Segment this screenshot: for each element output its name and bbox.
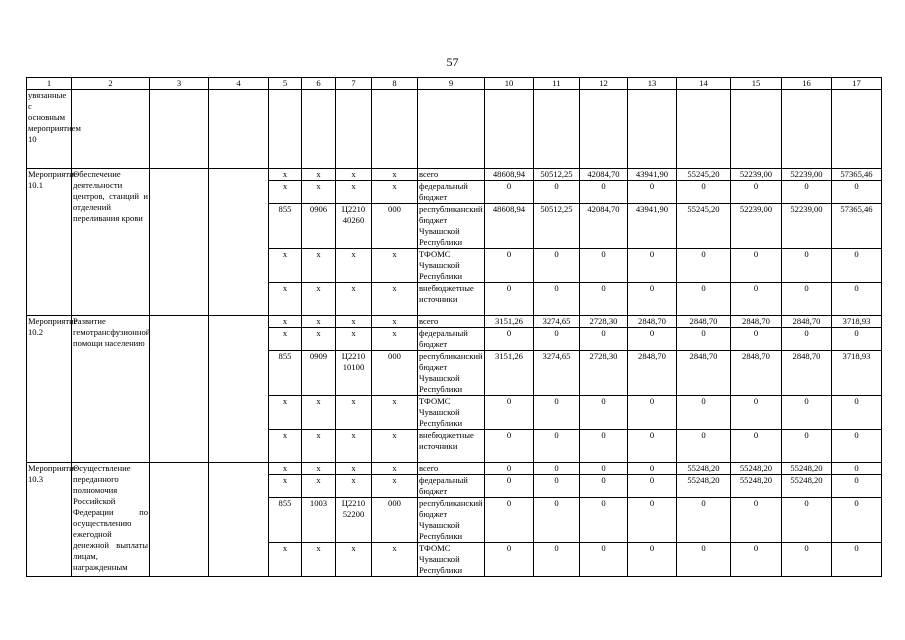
year-value: 0 bbox=[534, 463, 580, 475]
section-code: x bbox=[302, 249, 336, 283]
year-value: 55245,20 bbox=[677, 204, 731, 249]
grbs-code: x bbox=[269, 181, 302, 204]
year-value: 0 bbox=[832, 475, 882, 498]
empty-cell bbox=[209, 463, 269, 577]
empty-cell bbox=[150, 316, 209, 463]
year-value: 2848,70 bbox=[677, 351, 731, 396]
expense-type-code: x bbox=[372, 430, 418, 463]
section-code: x bbox=[302, 283, 336, 316]
expense-type-code: x bbox=[372, 543, 418, 577]
year-value: 43941,90 bbox=[628, 204, 677, 249]
year-value: 48608,94 bbox=[485, 169, 534, 181]
year-value: 0 bbox=[782, 283, 832, 316]
funding-source: всего bbox=[418, 169, 485, 181]
expense-type-code: 000 bbox=[372, 204, 418, 249]
target-article-code: x bbox=[336, 181, 372, 204]
year-value: 0 bbox=[782, 430, 832, 463]
expense-type-code: x bbox=[372, 463, 418, 475]
year-value: 42084,70 bbox=[580, 204, 628, 249]
empty-cell bbox=[782, 90, 832, 169]
year-value: 50512,25 bbox=[534, 204, 580, 249]
empty-cell bbox=[677, 90, 731, 169]
column-number-7: 7 bbox=[336, 78, 372, 90]
empty-cell bbox=[731, 90, 782, 169]
target-article-code: Ц2210 40260 bbox=[336, 204, 372, 249]
year-value: 2848,70 bbox=[731, 316, 782, 328]
expense-type-code: x bbox=[372, 475, 418, 498]
year-value: 0 bbox=[782, 249, 832, 283]
year-value: 55245,20 bbox=[677, 169, 731, 181]
column-number-16: 16 bbox=[782, 78, 832, 90]
target-article-code: x bbox=[336, 430, 372, 463]
year-value: 55248,20 bbox=[731, 475, 782, 498]
year-value: 3274,65 bbox=[534, 316, 580, 328]
year-value: 0 bbox=[628, 249, 677, 283]
year-value: 2848,70 bbox=[782, 316, 832, 328]
year-value: 0 bbox=[628, 498, 677, 543]
grbs-code: x bbox=[269, 543, 302, 577]
column-number-14: 14 bbox=[677, 78, 731, 90]
target-article-code: Ц2210 10100 bbox=[336, 351, 372, 396]
year-value: 0 bbox=[832, 249, 882, 283]
empty-cell bbox=[209, 169, 269, 316]
year-value: 0 bbox=[580, 396, 628, 430]
column-number-11: 11 bbox=[534, 78, 580, 90]
column-number-10: 10 bbox=[485, 78, 534, 90]
year-value: 57365,46 bbox=[832, 169, 882, 181]
continuation-row bbox=[27, 90, 882, 169]
year-value: 0 bbox=[628, 283, 677, 316]
year-value: 0 bbox=[677, 249, 731, 283]
header-row bbox=[27, 78, 882, 90]
empty-cell bbox=[832, 90, 882, 169]
empty-cell bbox=[336, 90, 372, 169]
measure-name: Обеспечение деятельности центров, станций и отделений переливания крови bbox=[72, 169, 150, 316]
year-value: 57365,46 bbox=[832, 204, 882, 249]
year-value: 50512,25 bbox=[534, 169, 580, 181]
section-code: 1003 bbox=[302, 498, 336, 543]
year-value: 52239,00 bbox=[782, 169, 832, 181]
year-value: 2728,30 bbox=[580, 316, 628, 328]
year-value: 0 bbox=[731, 430, 782, 463]
measure-label: Мероприятие 10.3 bbox=[27, 463, 72, 577]
table-row bbox=[27, 169, 882, 181]
empty-cell bbox=[150, 463, 209, 577]
empty-cell bbox=[209, 90, 269, 169]
year-value: 0 bbox=[485, 328, 534, 351]
target-article-code: x bbox=[336, 475, 372, 498]
section-code: x bbox=[302, 396, 336, 430]
grbs-code: x bbox=[269, 463, 302, 475]
expense-type-code: x bbox=[372, 316, 418, 328]
column-number-9: 9 bbox=[418, 78, 485, 90]
year-value: 52239,00 bbox=[731, 204, 782, 249]
year-value: 0 bbox=[534, 328, 580, 351]
year-value: 0 bbox=[832, 543, 882, 577]
target-article-code: x bbox=[336, 249, 372, 283]
year-value: 0 bbox=[731, 498, 782, 543]
column-number-5: 5 bbox=[269, 78, 302, 90]
budget-table bbox=[26, 77, 882, 577]
year-value: 3274,65 bbox=[534, 351, 580, 396]
year-value: 0 bbox=[628, 463, 677, 475]
column-number-15: 15 bbox=[731, 78, 782, 90]
section-code: x bbox=[302, 463, 336, 475]
target-article-code: Ц2210 52200 bbox=[336, 498, 372, 543]
year-value: 0 bbox=[485, 463, 534, 475]
empty-cell bbox=[580, 90, 628, 169]
measure-name: Развитие гемотрансфузионной помощи населению bbox=[72, 316, 150, 463]
year-value: 0 bbox=[782, 543, 832, 577]
section-code: 0906 bbox=[302, 204, 336, 249]
target-article-code: x bbox=[336, 169, 372, 181]
year-value: 0 bbox=[485, 396, 534, 430]
section-code: x bbox=[302, 181, 336, 204]
year-value: 0 bbox=[580, 328, 628, 351]
year-value: 55248,20 bbox=[782, 475, 832, 498]
funding-source: ТФОМС Чувашской Республики bbox=[418, 396, 485, 430]
funding-source: всего bbox=[418, 316, 485, 328]
year-value: 48608,94 bbox=[485, 204, 534, 249]
column-number-6: 6 bbox=[302, 78, 336, 90]
year-value: 0 bbox=[782, 328, 832, 351]
year-value: 55248,20 bbox=[677, 475, 731, 498]
empty-cell bbox=[72, 90, 150, 169]
year-value: 0 bbox=[580, 463, 628, 475]
year-value: 0 bbox=[782, 396, 832, 430]
empty-cell bbox=[628, 90, 677, 169]
year-value: 55248,20 bbox=[731, 463, 782, 475]
year-value: 0 bbox=[731, 181, 782, 204]
expense-type-code: x bbox=[372, 249, 418, 283]
empty-cell bbox=[150, 90, 209, 169]
funding-source: федеральный бюджет bbox=[418, 475, 485, 498]
expense-type-code: 000 bbox=[372, 351, 418, 396]
section-code: x bbox=[302, 316, 336, 328]
year-value: 2728,30 bbox=[580, 351, 628, 396]
year-value: 0 bbox=[677, 543, 731, 577]
year-value: 2848,70 bbox=[628, 316, 677, 328]
grbs-code: x bbox=[269, 169, 302, 181]
year-value: 55248,20 bbox=[782, 463, 832, 475]
year-value: 0 bbox=[534, 396, 580, 430]
year-value: 0 bbox=[485, 249, 534, 283]
column-number-12: 12 bbox=[580, 78, 628, 90]
year-value: 2848,70 bbox=[731, 351, 782, 396]
year-value: 0 bbox=[832, 181, 882, 204]
target-article-code: x bbox=[336, 316, 372, 328]
section-code: 0909 bbox=[302, 351, 336, 396]
year-value: 0 bbox=[832, 463, 882, 475]
year-value: 0 bbox=[485, 181, 534, 204]
grbs-code: x bbox=[269, 396, 302, 430]
column-number-2: 2 bbox=[72, 78, 150, 90]
empty-cell bbox=[418, 90, 485, 169]
grbs-code: x bbox=[269, 283, 302, 316]
year-value: 0 bbox=[580, 249, 628, 283]
expense-type-code: x bbox=[372, 169, 418, 181]
year-value: 0 bbox=[832, 396, 882, 430]
column-number-1: 1 bbox=[27, 78, 72, 90]
year-value: 0 bbox=[485, 430, 534, 463]
measure-label: Мероприятие 10.2 bbox=[27, 316, 72, 463]
year-value: 0 bbox=[534, 430, 580, 463]
year-value: 0 bbox=[628, 430, 677, 463]
funding-source: республиканский бюджет Чувашской Республики bbox=[419, 498, 483, 541]
target-article-code: x bbox=[336, 328, 372, 351]
grbs-code: 855 bbox=[269, 204, 302, 249]
column-number-13: 13 bbox=[628, 78, 677, 90]
year-value: 2848,70 bbox=[677, 316, 731, 328]
section-code: x bbox=[302, 543, 336, 577]
grbs-code: x bbox=[269, 328, 302, 351]
year-value: 0 bbox=[580, 430, 628, 463]
section-code: x bbox=[302, 169, 336, 181]
year-value: 0 bbox=[580, 283, 628, 316]
year-value: 0 bbox=[731, 328, 782, 351]
expense-type-code: 000 bbox=[372, 498, 418, 543]
year-value: 2848,70 bbox=[628, 351, 677, 396]
funding-source: республиканский бюджет Чувашской Республики bbox=[419, 351, 483, 394]
funding-source: ТФОМС Чувашской Республики bbox=[418, 543, 485, 577]
year-value: 0 bbox=[782, 181, 832, 204]
funding-source: федеральный бюджет bbox=[418, 328, 485, 351]
table-row bbox=[27, 463, 882, 475]
funding-source: внебюджетные источники bbox=[418, 430, 485, 463]
year-value: 0 bbox=[628, 328, 677, 351]
target-article-code: x bbox=[336, 283, 372, 316]
year-value: 0 bbox=[832, 328, 882, 351]
year-value: 0 bbox=[832, 498, 882, 543]
year-value: 0 bbox=[485, 498, 534, 543]
expense-type-code: x bbox=[372, 181, 418, 204]
table-row bbox=[27, 316, 882, 328]
year-value: 0 bbox=[628, 475, 677, 498]
year-value: 52239,00 bbox=[731, 169, 782, 181]
year-value: 0 bbox=[534, 283, 580, 316]
year-value: 3718,93 bbox=[832, 316, 882, 328]
year-value: 0 bbox=[580, 181, 628, 204]
section-code: x bbox=[302, 475, 336, 498]
year-value: 3151,26 bbox=[485, 316, 534, 328]
year-value: 0 bbox=[485, 283, 534, 316]
target-article-code: x bbox=[336, 543, 372, 577]
grbs-code: x bbox=[269, 249, 302, 283]
year-value: 0 bbox=[534, 543, 580, 577]
empty-cell bbox=[372, 90, 418, 169]
expense-type-code: x bbox=[372, 396, 418, 430]
year-value: 0 bbox=[731, 543, 782, 577]
grbs-code: x bbox=[269, 475, 302, 498]
year-value: 0 bbox=[534, 249, 580, 283]
funding-source: федеральный бюджет bbox=[418, 181, 485, 204]
year-value: 0 bbox=[731, 396, 782, 430]
section-code: x bbox=[302, 430, 336, 463]
year-value: 0 bbox=[628, 396, 677, 430]
year-value: 0 bbox=[534, 498, 580, 543]
empty-cell bbox=[150, 169, 209, 316]
funding-source: ТФОМС Чувашской Республики bbox=[418, 249, 485, 283]
year-value: 0 bbox=[731, 283, 782, 316]
page-number: 57 bbox=[446, 55, 459, 69]
continuation-label: увязанные с основным мероприятием 10 bbox=[27, 90, 72, 169]
year-value: 0 bbox=[628, 181, 677, 204]
column-number-4: 4 bbox=[209, 78, 269, 90]
year-value: 0 bbox=[677, 430, 731, 463]
year-value: 3718,93 bbox=[832, 351, 882, 396]
year-value: 0 bbox=[485, 543, 534, 577]
section-code: x bbox=[302, 328, 336, 351]
funding-source: республиканский бюджет Чувашской Республики bbox=[419, 204, 483, 247]
empty-cell bbox=[485, 90, 534, 169]
expense-type-code: x bbox=[372, 283, 418, 316]
expense-type-code: x bbox=[372, 328, 418, 351]
measure-label: Мероприятие 10.1 bbox=[27, 169, 72, 316]
year-value: 0 bbox=[485, 475, 534, 498]
year-value: 0 bbox=[677, 328, 731, 351]
year-value: 0 bbox=[677, 181, 731, 204]
empty-cell bbox=[302, 90, 336, 169]
year-value: 0 bbox=[731, 249, 782, 283]
grbs-code: 855 bbox=[269, 498, 302, 543]
year-value: 0 bbox=[580, 543, 628, 577]
year-value: 0 bbox=[628, 543, 677, 577]
empty-cell bbox=[534, 90, 580, 169]
measure-name: Осуществление переданного полномочия Российской Федерации по осуществлению ежегодной денежной выплаты лицам, награжденным bbox=[72, 463, 150, 577]
year-value: 2848,70 bbox=[782, 351, 832, 396]
year-value: 0 bbox=[677, 396, 731, 430]
year-value: 43941,90 bbox=[628, 169, 677, 181]
year-value: 0 bbox=[677, 283, 731, 316]
year-value: 0 bbox=[677, 498, 731, 543]
year-value: 0 bbox=[534, 475, 580, 498]
target-article-code: x bbox=[336, 396, 372, 430]
column-number-8: 8 bbox=[372, 78, 418, 90]
year-value: 0 bbox=[534, 181, 580, 204]
column-number-3: 3 bbox=[150, 78, 209, 90]
column-number-17: 17 bbox=[832, 78, 882, 90]
year-value: 0 bbox=[832, 430, 882, 463]
year-value: 0 bbox=[580, 498, 628, 543]
grbs-code: x bbox=[269, 430, 302, 463]
empty-cell bbox=[209, 316, 269, 463]
funding-source: всего bbox=[418, 463, 485, 475]
year-value: 55248,20 bbox=[677, 463, 731, 475]
year-value: 42084,70 bbox=[580, 169, 628, 181]
empty-cell bbox=[269, 90, 302, 169]
year-value: 0 bbox=[832, 283, 882, 316]
grbs-code: x bbox=[269, 316, 302, 328]
year-value: 52239,00 bbox=[782, 204, 832, 249]
target-article-code: x bbox=[336, 463, 372, 475]
year-value: 0 bbox=[580, 475, 628, 498]
year-value: 3151,26 bbox=[485, 351, 534, 396]
year-value: 0 bbox=[782, 498, 832, 543]
grbs-code: 855 bbox=[269, 351, 302, 396]
funding-source: внебюджетные источники bbox=[418, 283, 485, 316]
